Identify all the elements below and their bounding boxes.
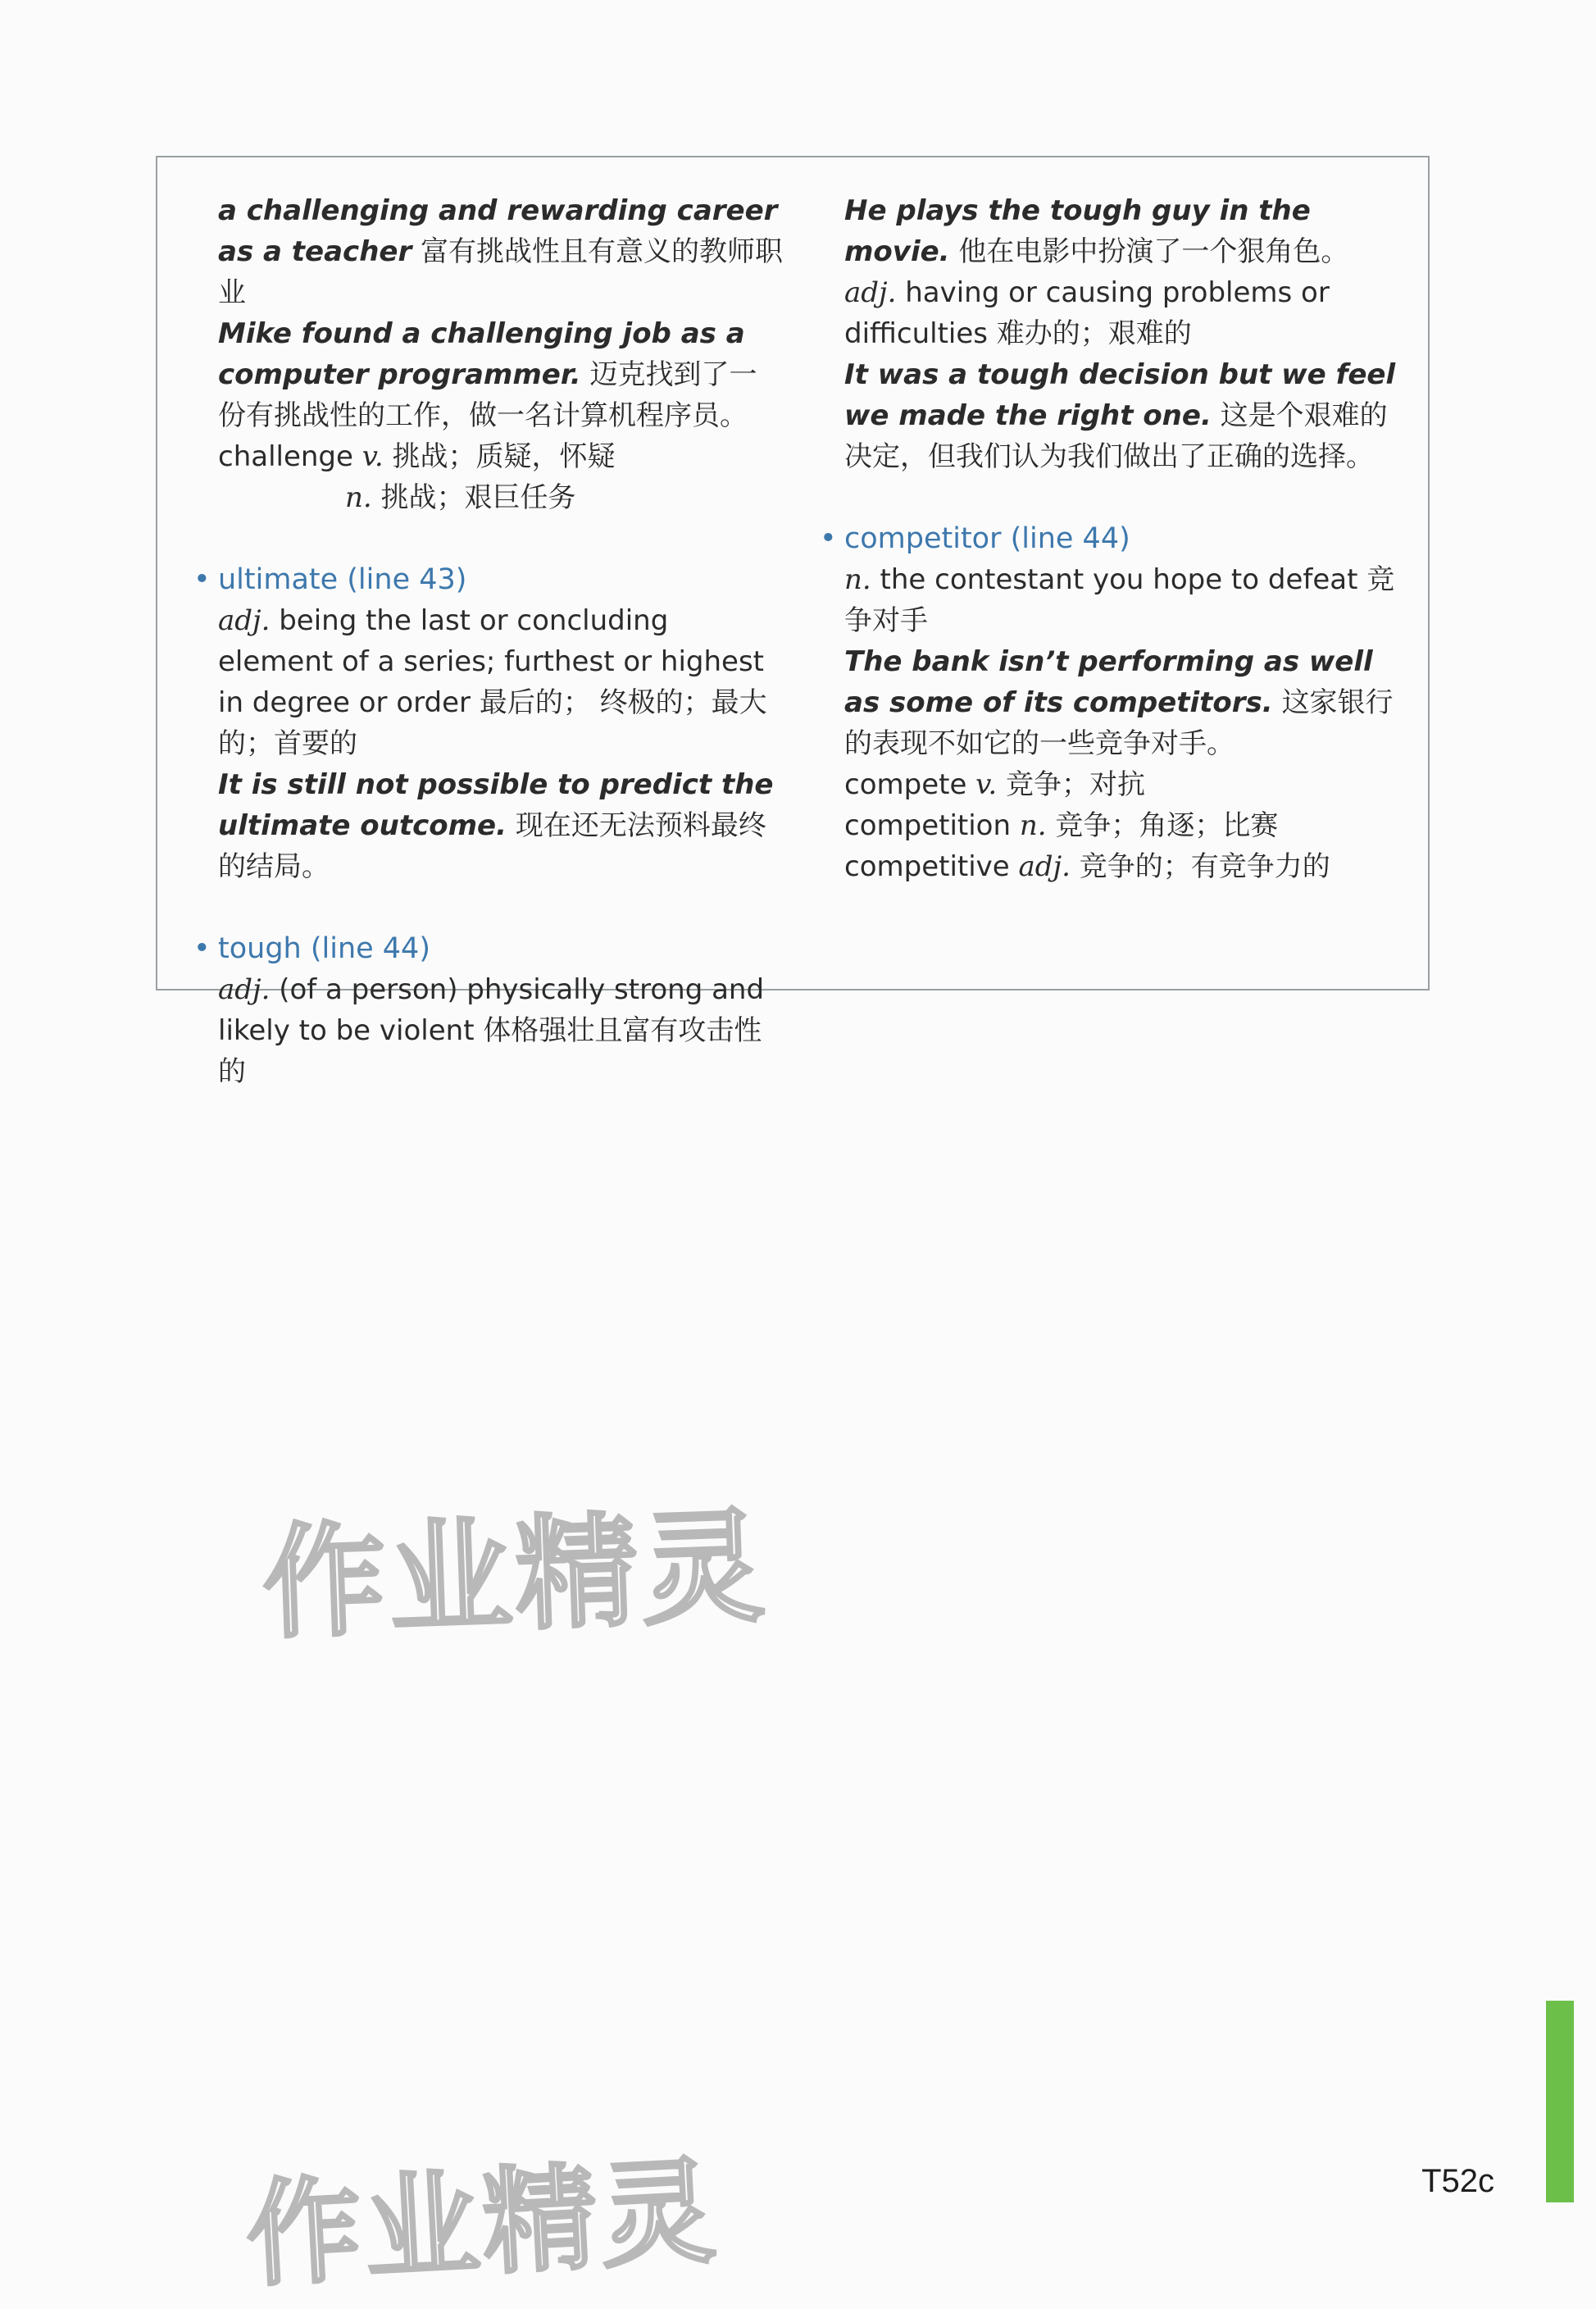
word-competitive: competitive: [844, 850, 1019, 883]
definition-chinese: 竞争对手: [844, 563, 1395, 637]
competitive-entry: [844, 846, 1410, 887]
definition-chinese: 难办的；艰难的: [988, 317, 1192, 350]
section-tab: [1546, 2001, 1574, 2202]
word-competition: competition: [844, 809, 1020, 842]
example-tough-guy: [844, 190, 1410, 272]
page-number: T52c: [1421, 2163, 1494, 2199]
pos-label: v.: [975, 768, 998, 801]
example-decision: [844, 354, 1410, 477]
heading-tough: [193, 928, 784, 969]
competition-entry: [844, 805, 1410, 846]
pos-label: adj.: [844, 276, 897, 309]
word-compete: compete: [844, 768, 976, 801]
definition-chinese: 竞争的；有竞争力的: [1070, 850, 1330, 883]
bullet-icon: •: [193, 932, 211, 965]
ultimate-example: [218, 764, 784, 887]
compete-entry: [844, 764, 1410, 805]
watermark-logo: 作业精灵: [260, 1496, 771, 1656]
pos-label: n.: [345, 481, 372, 514]
definition-english: having or causing problems or difficulties: [844, 276, 1330, 350]
definition-english: being the last or concluding element of a series; furthest or highest in degree or order: [218, 604, 765, 719]
competitor-definition: [844, 559, 1410, 641]
example-english: He plays the tough guy in the movie.: [844, 194, 1311, 268]
definition-english: (of a person) physically strong and likely to be violent: [218, 973, 765, 1047]
definition-chinese: 最后的； 终极的；最大的；首要的: [218, 686, 767, 760]
definition-english: the contestant you hope to defeat: [871, 563, 1358, 596]
heading-text: tough (line 44): [218, 932, 430, 965]
definition-chinese: 体格强壮且富有攻击性的: [218, 1014, 762, 1088]
heading-competitor: [820, 518, 1410, 559]
word-challenge: challenge: [218, 440, 362, 473]
example-chinese: 富有挑战性且有意义的教师职业: [218, 235, 784, 309]
heading-text: competitor (line 44): [844, 522, 1130, 555]
bullet-icon: •: [820, 522, 837, 555]
example-career: [218, 190, 784, 313]
tough-definition-2: [844, 272, 1410, 354]
definition-chinese: 竞争；角逐；比赛: [1046, 809, 1279, 842]
example-chinese: 这家银行的表现不如它的一些竞争对手。: [844, 686, 1394, 760]
example-chinese: 迈克找到了一份有挑战性的工作，做一名计算机程序员。: [218, 358, 757, 432]
pos-label: adj.: [218, 604, 271, 637]
pos-label: n.: [1019, 809, 1047, 842]
example-chinese: 现在还无法预料最终的结局。: [218, 809, 766, 883]
bullet-icon: •: [193, 563, 211, 596]
pos-label: n.: [844, 563, 871, 596]
example-english: Mike found a challenging job as a computer programmer.: [218, 317, 745, 391]
example-chinese: 这是个艰难的决定，但我们认为我们做出了正确的选择。: [844, 399, 1388, 473]
pos-label: adj.: [1018, 850, 1071, 883]
left-column: [193, 190, 784, 1092]
definition-chinese: 挑战；艰巨任务: [371, 481, 576, 514]
ultimate-definition: [218, 600, 784, 764]
challenge-noun-entry: [218, 477, 784, 518]
competitor-example: [844, 641, 1410, 764]
tough-definition: [218, 969, 784, 1092]
example-english: The bank isn’t performing as well as some of its competitors.: [844, 645, 1373, 719]
example-chinese: 他在电影中扮演了一个狠角色。: [949, 235, 1349, 268]
challenge-verb-entry: [218, 436, 784, 477]
definition-chinese: 竞争；对抗: [997, 768, 1145, 801]
example-english: a challenging and rewarding career as a teacher: [218, 194, 778, 268]
heading-ultimate: [193, 559, 784, 600]
definition-chinese: 挑战；质疑，怀疑: [383, 440, 616, 473]
example-programmer: [218, 313, 784, 436]
right-column: [820, 190, 1410, 887]
pos-label: v.: [361, 440, 384, 473]
example-english: It was a tough decision but we feel we made the right one.: [844, 358, 1396, 432]
example-english: It is still not possible to predict the ultimate outcome.: [218, 768, 774, 842]
watermark-logo: 作业精灵: [243, 2145, 722, 2303]
vocabulary-box: [156, 156, 1430, 1088]
pos-label: adj.: [218, 973, 271, 1006]
heading-text: ultimate (line 43): [218, 563, 467, 596]
